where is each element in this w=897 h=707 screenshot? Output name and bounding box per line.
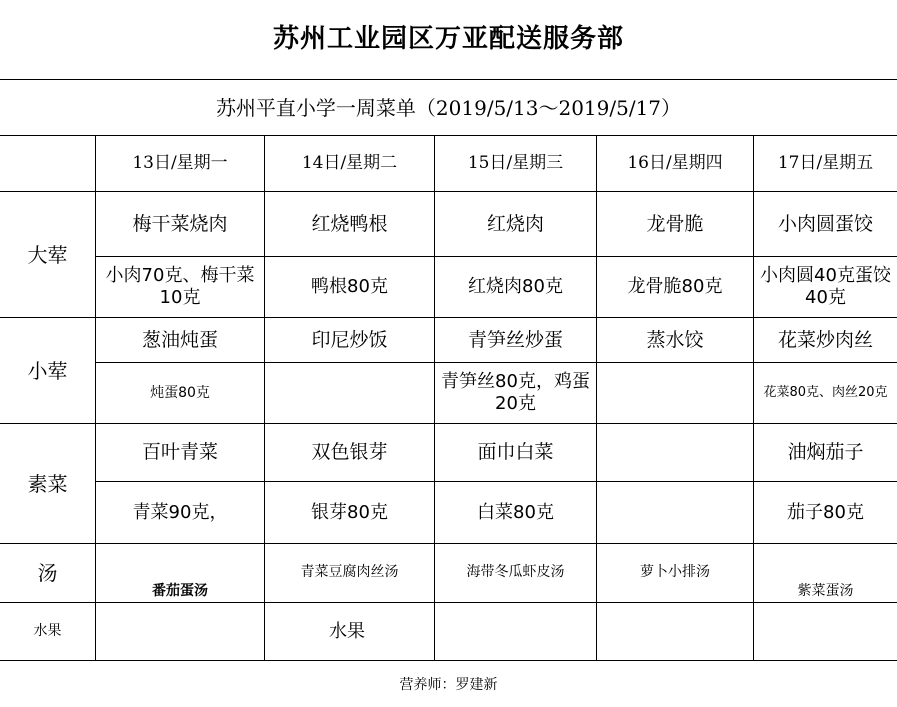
small-meat-portion-mon: 炖蛋80克	[150, 384, 210, 401]
main-meat-portion-mon: 小肉70克、梅干菜10克	[105, 265, 255, 308]
main-meat-dish-wed: 红烧肉	[486, 212, 544, 235]
fruit-fri	[754, 603, 897, 660]
day-header-mon: 13日/星期一	[132, 153, 228, 174]
menu-title: 苏州平直小学一周菜单（2019/5/13～2019/5/17）	[215, 96, 682, 120]
soup-thu: 萝卜小排汤	[640, 564, 710, 580]
company-title: 苏州工业园区万亚配送服务部	[272, 24, 624, 54]
main-meat-dish-tue: 红烧鸭根	[311, 212, 388, 235]
soup-fri: 紫菜蛋汤	[797, 583, 854, 600]
main-meat-dish-fri: 小肉圆蛋饺	[777, 212, 873, 235]
category-fruit: 水果	[33, 623, 62, 640]
main-meat-portion-wed: 红烧肉80克	[468, 276, 563, 298]
soup-wed: 海带冬瓜虾皮汤	[466, 564, 565, 580]
fruit-mon	[96, 603, 264, 660]
vegetable-dish-wed: 面巾白菜	[477, 441, 554, 464]
small-meat-portion-thu	[597, 363, 753, 423]
small-meat-portion-wed: 青笋丝80克，鸡蛋20克	[441, 371, 590, 414]
vegetable-portion-wed: 白菜80克	[477, 501, 554, 523]
vegetable-dish-mon: 百叶青菜	[141, 441, 218, 464]
main-meat-portion-fri: 小肉圆40克蛋饺40克	[760, 265, 891, 308]
rule-bottom	[0, 660, 897, 661]
category-small-meat: 小荤	[27, 358, 68, 383]
small-meat-dish-tue: 印尼炒饭	[311, 328, 388, 351]
day-header-thu: 16日/星期四	[627, 153, 723, 174]
small-meat-portion-fri: 花菜80克、肉丝20克	[763, 385, 888, 401]
soup-mon: 番茄蛋汤	[152, 583, 208, 600]
day-header-tue: 14日/星期二	[301, 153, 398, 174]
fruit-tue: 水果	[329, 620, 365, 642]
vegetable-dish-fri: 油焖茄子	[787, 441, 864, 464]
vegetable-dish-tue: 双色银芽	[311, 441, 388, 464]
fruit-thu	[597, 603, 753, 660]
main-meat-portion-tue: 鸭根80克	[311, 276, 388, 298]
small-meat-dish-fri: 花菜炒肉丝	[777, 328, 873, 351]
soup-tue: 青菜豆腐肉丝汤	[300, 564, 399, 580]
small-meat-portion-tue	[265, 363, 434, 423]
nutritionist-footer: 营养师：罗建新	[399, 677, 498, 693]
fruit-wed	[435, 603, 596, 660]
day-header-wed: 15日/星期三	[467, 153, 564, 174]
vegetable-portion-fri: 茄子80克	[787, 501, 864, 523]
small-meat-dish-mon: 葱油炖蛋	[141, 328, 218, 351]
vegetable-portion-thu	[597, 482, 753, 543]
main-meat-dish-thu: 龙骨脆	[646, 212, 704, 235]
vegetable-dish-thu	[597, 424, 753, 481]
main-meat-dish-mon: 梅干菜烧肉	[132, 212, 228, 235]
rule-top	[0, 79, 897, 80]
vegetable-portion-tue: 银芽80克	[311, 501, 388, 523]
small-meat-dish-thu: 蒸水饺	[646, 328, 704, 351]
category-vegetable: 素菜	[27, 471, 68, 496]
main-meat-portion-thu: 龙骨脆80克	[627, 276, 723, 298]
category-main-meat: 大荤	[27, 242, 68, 267]
vegetable-portion-mon: 青菜90克，	[132, 501, 228, 523]
day-header-fri: 17日/星期五	[777, 153, 874, 174]
small-meat-dish-wed: 青笋丝炒蛋	[467, 328, 563, 351]
category-soup: 汤	[37, 561, 58, 585]
